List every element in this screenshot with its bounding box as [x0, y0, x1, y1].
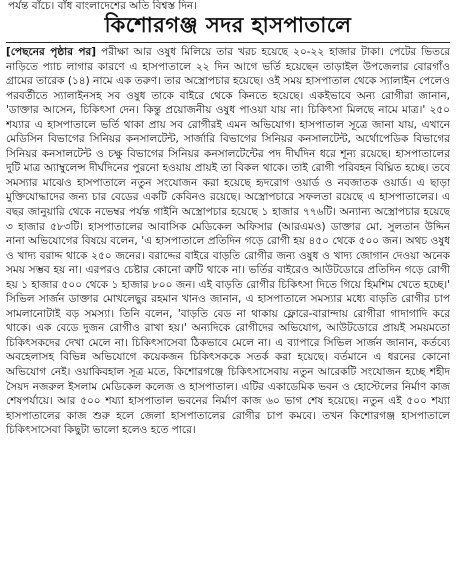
- article-headline: কিশোরগঞ্জ সদর হাসপাতালে: [104, 13, 352, 37]
- previous-article-tail: পর্যন্ত বাঁচে। বাঁধ বাংলাদেশের অতি বিশ্বস্ত দিন।: [8, 0, 197, 12]
- article-text: পরীক্ষা আর ওষুধ মিলিয়ে তার খরচ হয়েছে ২০-২২ হাজার টাকা। পেটের ভিতরে নাড়িতে প্যাচ লাগার কারণে এ হাসপাতালে ২২ দিন আগে ভর্তি হয়েছেন তাড়াইল উপজেলার বোরগাঁও গ্রামের তারেক (১৪) নামে এক তরুণ। তার অস্ত্রোপচার হয়েছে। ওই সময় হাসপাতাল থেকে স্যালাইন পেলেও পরবর্তীতে স্যালাইনসহ সব ওষুধ তাকে বাইরে থেকে কিনতে হয়েছে। একইভাবে অন্য রোগীরা জানান, 'ডাক্তার আসেন, চিকিৎসা দেন। কিন্তু প্রয়োজনীয় ওষুধ পাওয়া যায় না। চিকিৎসা মিলছে নামে মাত্র।' ২৫০ শয্যার এ হাসপাতালে ভর্তি থাকা প্রায় সব রোগীরই এমন অভিযোগ। হাসপাতাল সূত্রে জানা যায়, এখানে মেডিসিন বিভাগের সিনিয়র কনসালটেন্ট, সার্জারি বিভাগের সিনিয়র কনসালটেন্ট, অর্থোপেডিক বিভাগের সিনিয়র কনসালটেন্ট ও চক্ষু বিভাগের সিনিয়র কনসালটেন্টের পদ দীর্ঘদিন ধরে শূন্য রয়েছে। হাসপাতালের দুটি মাত্র অ্যাম্বুলেন্স দীর্ঘদিনের পুরনো হওয়ায় প্রায়ই তা বিকল থাকে। তাই রোগী পরিবহন বিঘ্নিত হচ্ছে। তবে সমস্যার মাঝেও হাসপাতালে নতুন সংযোজন করা হয়েছে হৃদরোগ ওয়ার্ড ও নবজাতক ওয়ার্ড। এ ছাড়া মুক্তিযোদ্ধাদের জন্য চার বেডের একটি কেবিনও রয়েছে। অস্ত্রোপচারে সফলতা রয়েছে এ হাসপাতালের। এ বছর জানুয়ারি থেকে নভেম্বর পর্যন্ত গাইনি অস্ত্রোপচার হয়েছে ১ হাজার ৭৭৬টি। অন্যান্য অস্ত্রোপচার হয়েছে ৩ হাজার ৫৮৩টি। হাসপাতালের আবাসিক মেডিকেল অফিসার (আরএমও) ডাক্তার মো. সুলতান উদ্দিন নানা অভিযোগের বিষয়ে বলেন, 'এ হাসপাতালে প্রতিদিন গড়ে রোগী হয় ৪৫০ থেকে ৫০০ জন। অথচ ওষুধ ও খাদ্য বরাদ্দ থাকে ২৫০ জনের। বরাদ্দের বাইরে বাড়তি রোগীর জন্য ওষুধ ও খাদ্য জোগান দেওয়া অনেক সময় সম্ভব হয় না। এরপরও চেষ্টার কোনো ত্রুটি থাকে না। ভর্তির বাইরেও আউটডোরে প্রতিদিন গড়ে রোগী হয় ১ হাজার ৫০০ থেকে ১ হাজার ৮০০ জন। এই বাড়তি রোগীর চিকিৎসা দিতে গিয়ে হিমশিম খেতে হচ্ছে।' সিভিল সার্জন ডাক্তার মোখলেছুর রহমান খানও জানান, এ হাসপাতালে সমস্যার মধ্যে বাড়তি রোগীর চাপ সামলানোটাই বড় সমস্যা। তিনি বলেন, 'বাড়তি বেড না থাকায় ফ্লোরে-বারান্দায় রোগীরা গাদাগাদি করে থাকে। এক বেডে দুজন রোগীও রাখা হয়।' অন্যদিকে রোগীদের অভিযোগ, আউটডোরে প্রায়ই সময়মতো চিকিৎসকদের দেখা মেলে না। চিকিৎসাসেবা ঠিকভাবে মেলে না। এ ব্যাপারে সিভিল সার্জন জানান, কর্তব্যে অবহেলাসহ বিভিন্ন অভিযোগে কয়েকজন চিকিৎসককে সতর্ক করা হয়েছে। বর্তমানে এ ধরনের কোনো অভিযোগ নেই। ওয়াকিবহাল সূত্র মতে, কিশোরগঞ্জে চিকিৎসাসেবায় নতুন আরেকটি সংযোজন হচ্ছে শহীদ সৈয়দ নজরুল ইসলাম মেডিকেল কলেজ ও হাসপাতাল। এটির একাডেমিক ভবন ও হোস্টেলের নির্মাণ কাজ শেষপর্যায়ে। আর ৫০০ শয্যা হাসপাতাল ভবনের নির্মাণ কাজ ৬০ ভাগ শেষ হয়েছে। নতুন এই ৫০০ শয্যা হাসপাতালের কাজ শুরু হলে জেলা হাসপাতালের রোগীর চাপ কমবে। তখন কিশোরগঞ্জ হাসপাতালে চিকিৎসাসেবা কিছুটা ভালো হলেও হতে পারে।: [6, 46, 450, 437]
- headline-divider: [6, 42, 450, 43]
- continuation-label: [পেছনের পৃষ্ঠার পর]: [6, 46, 97, 58]
- article-body: [6, 45, 450, 581]
